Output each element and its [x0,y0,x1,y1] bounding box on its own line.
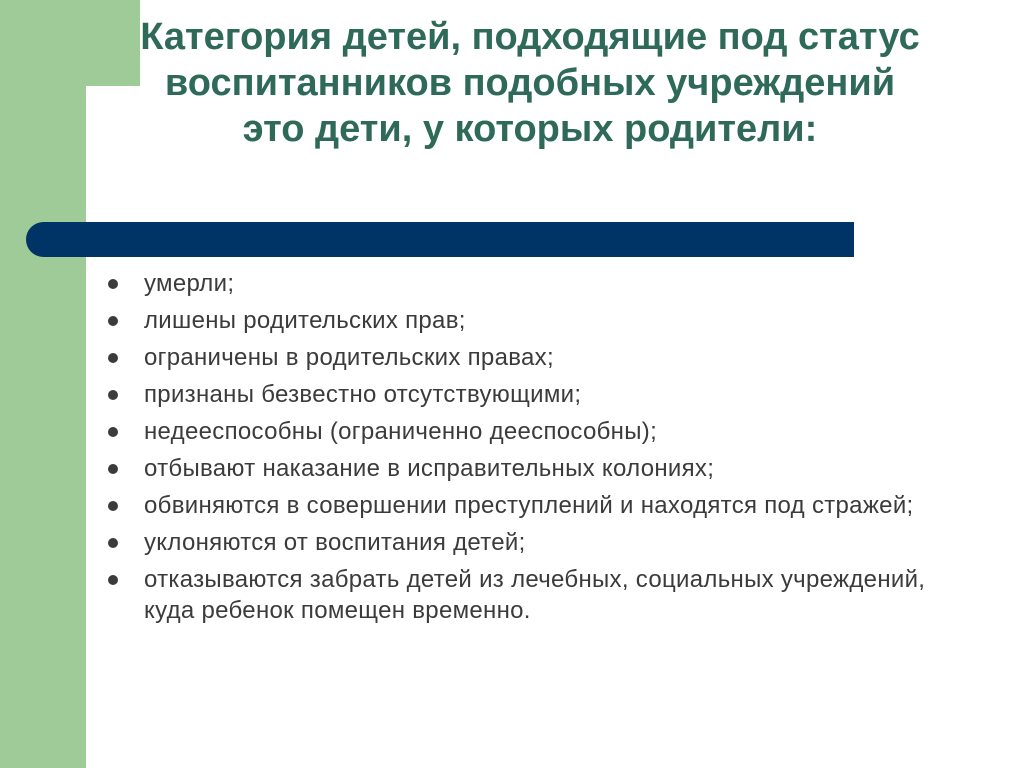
bullet-icon [108,353,118,363]
list-item-text: отказываются забрать детей из лечебных, социальных учреждений, куда ребенок помещен временно. [144,566,926,624]
list-item-text: недееспособны (ограниченно дееспособны); [144,418,658,445]
list-item [106,305,926,336]
list-item [106,527,926,558]
slide-title: Категория детей, подходящие под статус воспитанников подобных учреждений это дети, у которых родители: [140,16,920,150]
bullet-list [106,268,926,632]
list-item-text: обвиняются в совершении преступлений и находятся под стражей; [144,492,914,519]
list-item [106,342,926,373]
bullet-icon [108,501,118,511]
bullet-icon [108,279,118,289]
list-item [106,453,926,484]
bullet-icon [108,538,118,548]
list-item [106,564,926,626]
bullet-icon [108,390,118,400]
list-item [106,416,926,447]
list-item [106,490,926,521]
list-item-text: ограничены в родительских правах; [144,344,554,371]
list-item [106,379,926,410]
list-item-text: уклоняются от воспитания детей; [144,529,526,556]
divider-bar [26,222,854,257]
bullet-icon [108,464,118,474]
list-item-text: умерли; [144,270,235,297]
bullet-icon [108,316,118,326]
decorative-left-band [0,0,86,768]
list-item-text: признаны безвестно отсутствующими; [144,381,582,408]
bullet-icon [108,575,118,585]
list-item-text: отбывают наказание в исправительных колониях; [144,455,715,482]
list-item-text: лишены родительских прав; [144,307,466,334]
list-item [106,268,926,299]
bullet-icon [108,427,118,437]
